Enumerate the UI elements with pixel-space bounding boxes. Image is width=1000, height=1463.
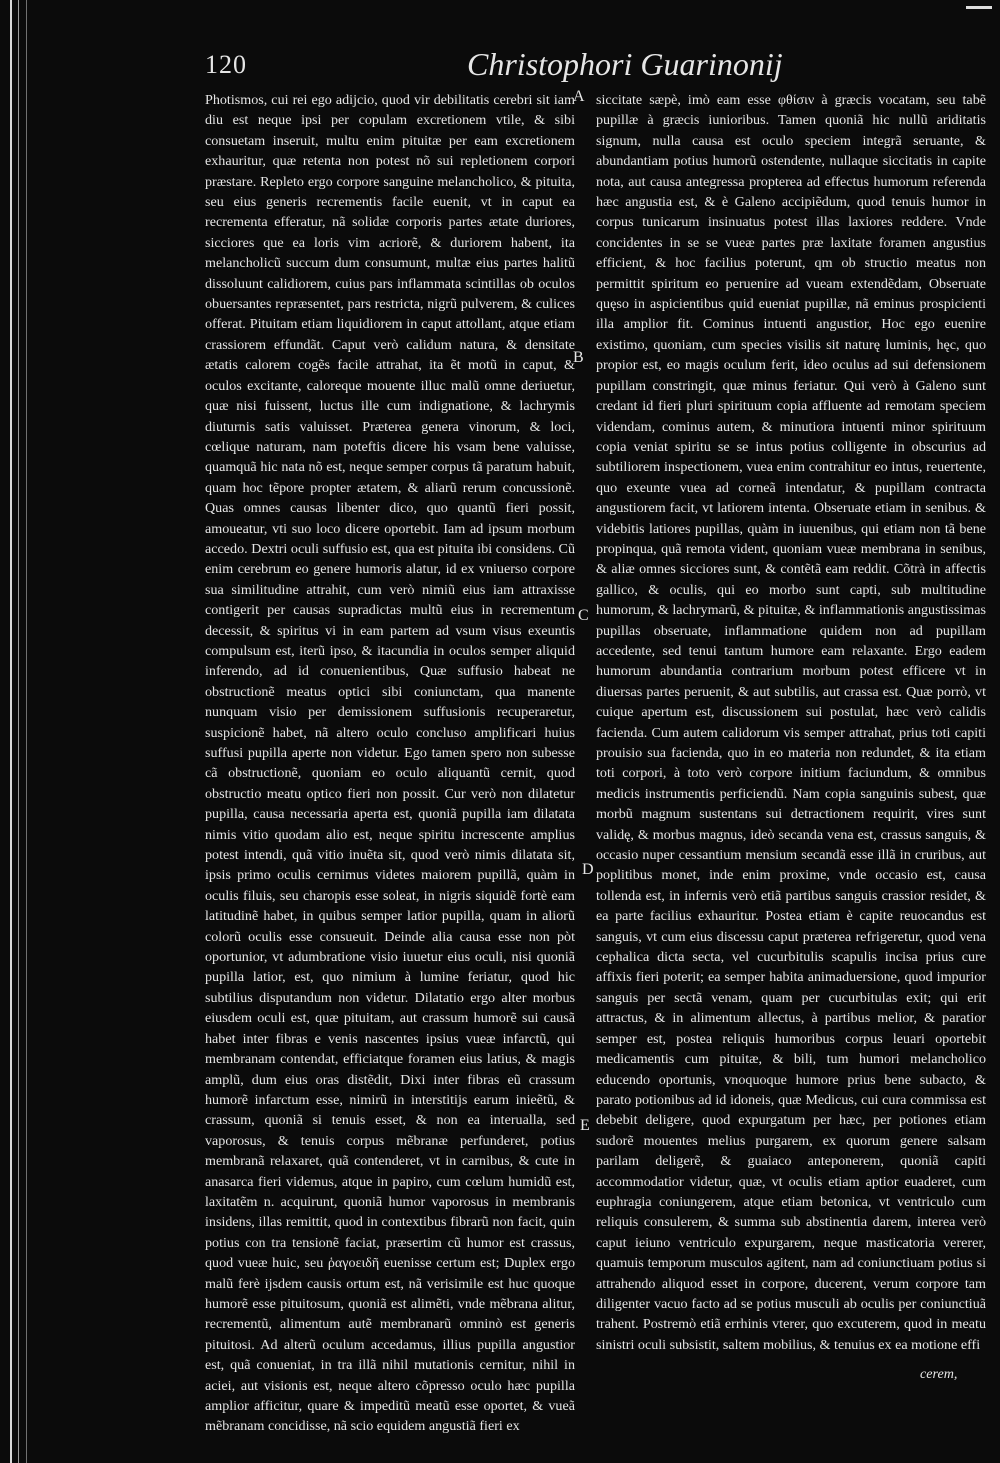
left-column	[205, 90, 575, 1437]
right-column	[596, 90, 986, 1355]
catchword: cerem,	[920, 1366, 958, 1382]
margin-letter-e: E	[580, 1117, 590, 1134]
margin-letter-d: D	[582, 861, 594, 878]
left-column-text: Photismos, cui rei ego adijcio, quod vir debilitatis cerebri sit iam diu est neque ipsi per copulam excretionem vtile, & sibi consuetam inseruit, multu enim pituitæ per eam excretionem exhauritur, quæ retenta non potest nõ sui repletionem corpori præstare. Repleto ergo corpore sanguine melancholico, & pituita, seu eius generis recrementis facile euenit, vt in caput ea recrementa efferatur, nã solidæ corporis partes ætate duriores, sicciores que ea loris vim acriorẽ, & duriorem habent, ita melancholicũ succum dum consumunt, multæ eius partes halitũ dissoluunt calidiorem, cuius pars inflammata scintillas ob oculos obuersantes repræsentet, pars restricta, nigrũ pulverem, & culices offerat. Pituitam etiam liquidiorem in caput attollant, atque etiam crassiorem effundãt. Caput verò calidum natura, & densitate ætatis calorem cogẽs facile attrahat, ita ẽt motũ in caput, & oculos excitante, caloreque mouente illuc malũ omne deriuetur, quæ nisi fuissent, luctus ille cum indignatione, & lachrymis diuturnis satis valuisset. Præterea genera vinorum, & loci, cœlique naturam, nam poteftis dicere his vsam bene valuisse, quamquã hic nata nõ est, neque semper corpus tã paratum habuit, quam hoc tẽpore propter ætatem, & aliarũ rerum concussionẽ. Quas omnes causas libenter dico, quo quantũ fieri possit, amoueatur, vti suo loco dicere oportebit. Iam ad ipsum morbum accedo. Dextri oculi suffusio est, qua est pituita ibi considens. Cũ enim cerebrum eo genere humoris alatur, id ex vniuerso corpore sua similitudine attrahit, cum verò nimiũ eius iam attraxisse contigerit per causas supradictas multũ eius in recrementum decessit, & spiritus vi in eam partem ad vsum visus exeuntis compulsum est, iterũ ipso, & itacundia in oculos semper aliquid inferendo, ad id conuenientibus, Quæ suffusio habeat ne obstructionẽ meatus optici sibi coniunctam, qua manente nunquam visio per demissionem suffusionis recuperaretur, suspicionẽ habet, nã altero oculo concluso amplificari huius suffusi pupilla aperte non videtur. Ego tamen spero non subesse cã obstructionẽ, quoniam eo oculo aliquantũ cernit, quod obstructio meatu optico fieri non possit. Cur verò non dilatetur pupilla, causa necessaria aperta est, quoniã pupilla iam dilatata nimis vitio quodam alio est, neque spiritu increscente amplius potest intendi, quã vitio inuẽta sit, quod verò nimis dilatata sit, ipsis primo oculis cernimus videtes maiorem pupillã, quàm in oculis filuis, seu charopis esse soleat, in nigris siquidẽ fortè eam latitudinẽ habet, in quibus semper latior pupilla, quam in aliorũ colorũ oculis esse consueuit. Deinde alia causa esse non pòt oportunior, vt adumbratione visio iuuetur eius oculi, nisi quoniã pupilla latior, est, quo nimium à lumine feriatur, quod hic subtilius disputandum non videtur. Dilatatio ergo alter morbus eiusdem oculi est, quæ pituitam, aut crassum humorẽ sui causã habet inter fibras e venis nascentes ipsius vueæ infarctũ, qui membranam contendat, efficiatque foramen eius latius, & magis amplũ, dum eius oras distẽdit, Dixi inter fibras eũ crassum humorẽ infarctum esse, nimirũ in interstitijs earum inieẽtũ, & crassum, quoniã si tenuis esset, & non ea interualla, sed vaporosus, & tenuis corpus mẽbranæ perfunderet, potius membranã relaxaret, quã contenderet, vt in carnibus, & cute in anasarca fieri videmus, atque in papiro, cum cœlum humidũ est, laxitatẽm n. acquirunt, quoniã humor vaporosus in membranis insidens, illas remittit, quod in contextibus fibrarũ non facit, quin potius con tra tensionẽ faciat, præsertim cũ humor est crassus, quod vueæ huic, seu ῥαγοειδῆ euenisse certum est; Duplex ergo malũ ferè ijsdem causis ortum est, nã verisimile est huc quoque humorẽ esse pituitosum, quoniã est alimẽti, vnde mẽbrana alitur, recrementũ, alimentum autẽ membranarũ omninò est generis pituitosi. Ad alterũ oculum accedamus, illius pupilla angustior est, quã conueniat, in tra illã nihil mutationis cernitur, nihil in aciei, aut visionis est, neque altero cõpresso oculo hæc pupilla amplior afficitur, quare & impeditũ meatũ esse oportet, & vueã mẽbranam concidisse, nã scio equidem angustiã fieri ex	[205, 92, 575, 1435]
right-column-text: siccitate sæpè, imò eam esse φθίσιν à græcis vocatam, seu tabẽ pupillæ à græcis iunioribus. Tamen quoniã hic nullũ ariditatis signum, nulla causa est oculo speciem integrã seruante, & abundantiam potius humorũ ostendente, nullaque siccitatis in capite nota, aut causa antegressa propterea ad effectus humorum referenda hæc angustia est, & è Galeno accipiẽdum, quod tenuis humor in corpus tunicarum insinuatus potest illas laxiores reddere. Vnde concidentes in se se vueæ partes præ laxitate foramen angustius efficient, & hoc facilius poterunt, qm ob structio meatus non permittit spiritum eo peruenire ad vueam extendẽdam, Obseruate quęso in aspicientibus quid eueniat pupillæ, nã eminus prospicienti illa amplior fit. Cominus intuenti angustior, Hoc ego euenire existimo, quoniam, cum species visilis sit naturę luminis, hęc, quo propior est, eo magis oculum ferit, ideo oculus ad sui defensionem pupillam constringit, quæ minus feriatur. Qui verò à Galeno sunt credant id fieri pluri spirituum copia affluente ad remotam speciem videndam, cominus autem, & minutiora intuenti minor spirituum copia veniat spiritu se se intus potius colligente in obscurius ad subtiliorem inspectionem, vuea enim contrahitur eo intus, reuertente, quo exeunte vuea ad corneã intendatur, & pupillam contracta angustiorem facit, vt latiorem intenta. Obseruate etiam in senibus. & videbitis latiores pupillas, quàm in iuuenibus, qui etiam non tã bene propinqua, quã remota vident, quoniam vueæ membrana in senibus, & aliæ omnes sicciores sunt, & contẽtã eam reddit. Cõtrà in affectis gallico, & oculis, qui eo morbo sunt capti, sub multitudine humorum, & lachrymarũ, & pituitæ, & inflammationis angustissimas pupillas obseruate, inflammatione quidem non ad pupillam accedente, sed tenui tantum humore eam relaxante. Ergo eadem humorum abundantia contrarium morbum potest efficere vt in diuersas partes peruenit, & aut subtilis, aut crassa est. Quæ porrò, vt cuique apertum est, discussionem sui postulat, hæc verò calidis facienda. Cum autem calidorum vis semper attrahat, prius toti capiti prouisio sua facienda, quo in eo materia non redundet, & ita etiam toti corpori, à toto verò corpore initium faciundum, & omnibus medicis instrumentis perficiendũ. Nam copia sanguinis subest, quæ morbũ magnum sustentans sui detractionem requirit, vires sunt validę, & morbus magnus, ideò secanda vena est, crassus sanguis, & occasio nuper cessantium mensium secandã esse illã in cruribus, aut poplitibus monet, inde enim proxime, vnde occasio est, causa tollenda est, in infernis verò etiã partibus sanguis crassior residet, & ea parte facilius exhauritur. Postea etiam è capite reuocandus est sanguis, vt cum eius discessu caput præterea refrigeretur, quod vena cephalica dicta secta, vel cucurbitulis scapulis incisa prius cure affixis fieri poterit; ea semper habita animaduersione, quod impurior sanguis per sectã venam, quam per cucurbitulas exit; qui erit attractus, & in alimentum allectus, à partibus melior, & paratior semper est, postea reliquis humoribus corpus leuari oportebit medicamentis cum pituitæ, & bili, tum humori melancholico educendo oportunis, vnoquoque humore prius bene subacto, & parato potionibus ad id idoneis, quæ Medicus, cui cura commissa est debebit deligere, quod expurgatum per hæc, per potiones etiam sudorẽ mouentes melius purgarem, ex quorum genere salsam parilam deligerẽ, & guaiaco anteponerem, quoniã capiti accommodatior videtur, quæ, vt oculis etiam aptior euaderet, cum euphragia coniungerem, atque etiam betonica, vt ventriculo cum reliquis consulerem, & summa sub abstinentia darem, interea verò caput ieiuno ventriculo expurgarem, neque masticatoria vererer, quamuis temporum musculos agitent, nam ad coniunctiuam potius si attrahendo aliquod esset in corpore, ducerent, verum corpore tam diligenter vacuo facto ad se potius musculi ab oculis per coniunctiuã trahent. Postremò etiã errhinis vterer, quo excuterem, quod in meatu sinistri oculi subsistit, saltem mobilius, & tenuius ex ea motione effi	[596, 92, 986, 1353]
gutter-rule	[18, 0, 19, 1463]
binding-gutter	[0, 0, 40, 1463]
corner-mark	[966, 6, 992, 9]
margin-letter-a: A	[573, 88, 585, 105]
page-header	[205, 46, 995, 90]
margin-letter-b: B	[573, 349, 584, 366]
page-number: 120	[205, 50, 247, 79]
running-title: Christophori Guarinonij	[467, 46, 783, 82]
margin-letter-c: C	[578, 607, 589, 624]
gutter-rule	[10, 0, 12, 1463]
gutter-rule	[26, 0, 27, 1463]
